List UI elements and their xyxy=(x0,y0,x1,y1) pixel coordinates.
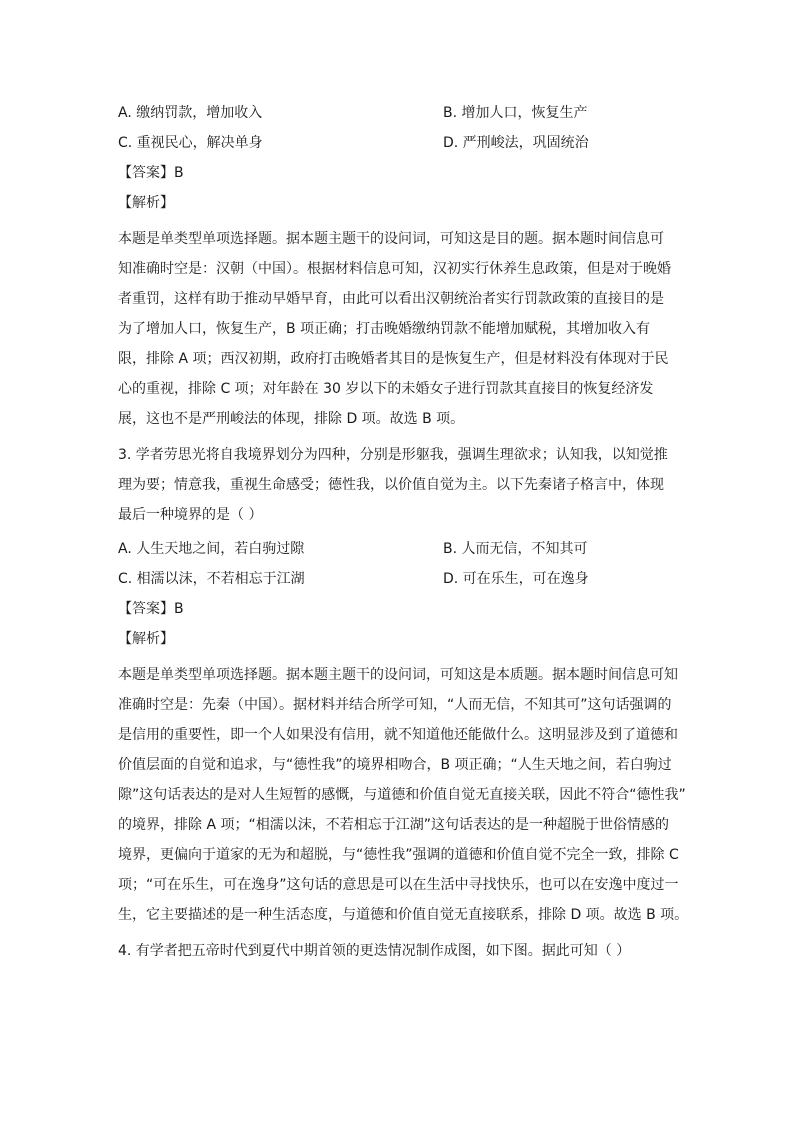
q3-analysis-line: 价值层面的自觉和追求，与“德性我”的境界相吻合，B 项正确；“人生天地之间，若白驹过 xyxy=(118,757,672,773)
q3-analysis-line: 是信用的重要性，即一个人如果没有信用，就不知道他还能做什么。这明显涉及到了道德和 xyxy=(118,727,678,743)
q3-analysis-label: 【解析】 xyxy=(118,631,174,647)
q3-analysis-line: 的境界，排除 A 项；“相濡以沫，不若相忘于江湖”这句话表达的是一种超脱于世俗情感的 xyxy=(118,817,669,833)
q2-analysis-line: 心的重视，排除 C 项；对年龄在 30 岁以下的未婚女子进行罚款其直接目的恢复经济发 xyxy=(118,381,654,397)
q3-analysis-line: 项；“可在乐生，可在逸身”这句话的意思是可以在生活中寻找快乐，也可以在安逸中度过一 xyxy=(118,877,679,893)
q2-option-b: B. 增加人口，恢复生产 xyxy=(443,105,588,121)
q3-option-c: C. 相濡以沫，不若相忘于江湖 xyxy=(118,571,305,587)
q2-analysis-line: 本题是单类型单项选择题。据本题主题干的设问词，可知这是目的题。据本题时间信息可 xyxy=(118,231,664,247)
q3-option-b: B. 人而无信，不知其可 xyxy=(443,541,588,557)
q2-analysis-line: 限，排除 A 项；西汉初期，政府打击晚婚者其目的是恢复生产，但是材料没有体现对于民 xyxy=(118,351,669,367)
q3-stem-line: 3. 学者劳思光将自我境界划分为四种，分别是形躯我，强调生理欲求；认知我，以知觉推 xyxy=(118,447,668,463)
q3-analysis-line: 准确时空是：先秦（中国）。据材料并结合所学可知，“人而无信，不知其可”这句话强调的 xyxy=(118,697,672,713)
q2-analysis-label: 【解析】 xyxy=(118,195,174,211)
q3-analysis-line: 生，它主要描述的是一种生活态度，与道德和价值自觉无直接联系，排除 D 项。故选 B 项。 xyxy=(118,907,689,923)
q4-stem: 4. 有学者把五帝时代到夏代中期首领的更迭情况制作成图，如下图。据此可知（ ） xyxy=(118,943,631,959)
q2-option-a: A. 缴纳罚款，增加收入 xyxy=(118,105,263,121)
q3-option-a: A. 人生天地之间，若白驹过隙 xyxy=(118,541,305,557)
q3-stem-line: 最后一种境界的是（ ） xyxy=(118,507,263,523)
q2-option-c: C. 重视民心，解决单身 xyxy=(118,135,263,151)
q3-analysis-line: 境界，更偏向于道家的无为和超脱，与“德性我”强调的道德和价值自觉不完全一致，排除 C xyxy=(118,847,679,863)
q2-answer: 【答案】B xyxy=(118,165,184,181)
q2-analysis-line: 者重罚，这样有助于推动早婚早育，由此可以看出汉朝统治者实行罚款政策的直接目的是 xyxy=(118,291,664,307)
q3-stem-line: 理为要；情意我，重视生命感受；德性我，以价值自觉为主。以下先秦诸子格言中，体现 xyxy=(118,477,664,493)
q3-analysis-line: 本题是单类型单项选择题。据本题主题干的设问词，可知这是本质题。据本题时间信息可知 xyxy=(118,667,678,683)
q2-analysis-line: 知准确时空是：汉朝（中国）。根据材料信息可知，汉初实行休养生息政策，但是对于晚婚 xyxy=(118,261,671,277)
q2-analysis-line: 展，这也不是严刑峻法的体现，排除 D 项。故选 B 项。 xyxy=(118,411,465,427)
q2-analysis-line: 为了增加人口，恢复生产，B 项正确；打击晚婚缴纳罚款不能增加赋税，其增加收入有 xyxy=(118,321,651,337)
q2-option-d: D. 严刑峻法，巩固统治 xyxy=(443,135,589,151)
q3-analysis-line: 隙”这句话表达的是对人生短暂的感慨，与道德和价值自觉无直接关联，因此不符合“德性我” xyxy=(118,787,686,803)
q3-option-d: D. 可在乐生，可在逸身 xyxy=(443,571,589,587)
q3-answer: 【答案】B xyxy=(118,601,184,617)
